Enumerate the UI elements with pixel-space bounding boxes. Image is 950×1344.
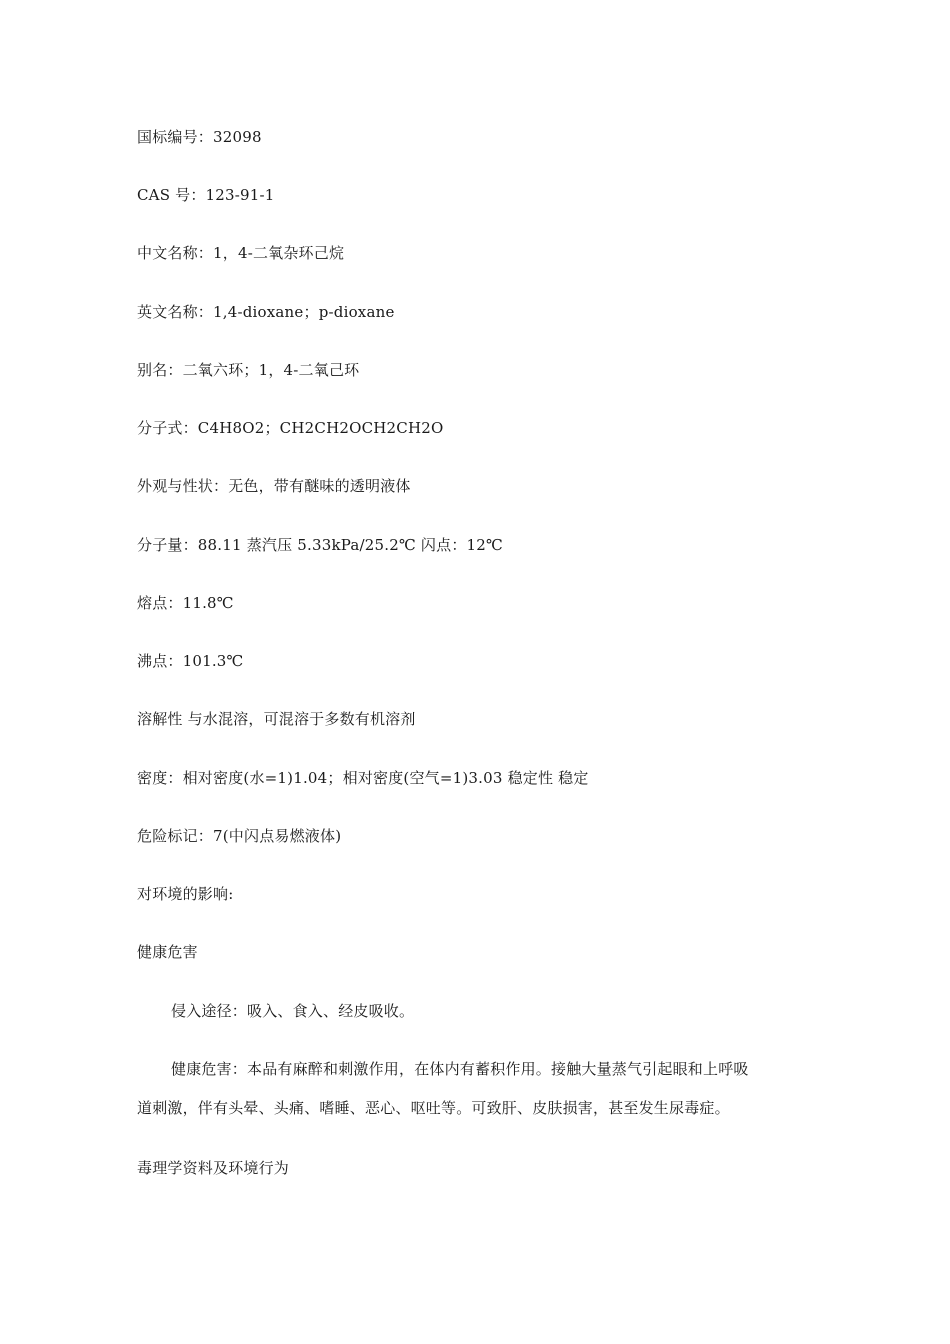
english-name-line: 英文名称：1,4-dioxane；p-dioxane <box>137 303 395 321</box>
melting-point-line: 熔点：11.8℃ <box>137 594 234 612</box>
molecular-formula-line: 分子式：C4H8O2；CH2CH2OCH2CH2O <box>137 419 444 437</box>
health-hazard-text-line-1: 健康危害：本品有麻醉和刺激作用，在体内有蓄积作用。接触大量蒸气引起眼和上呼吸 <box>171 1060 749 1078</box>
cas-number-line: CAS 号：123-91-1 <box>137 186 275 204</box>
boiling-point-line: 沸点：101.3℃ <box>137 652 244 670</box>
health-hazard-text-line-2: 道刺激，伴有头晕、头痛、嗜睡、恶心、呕吐等。可致肝、皮肤损害，甚至发生尿毒症。 <box>137 1099 730 1117</box>
toxicology-heading: 毒理学资料及环境行为 <box>137 1159 290 1177</box>
health-hazard-paragraph <box>137 1059 813 1118</box>
solubility-line: 溶解性 与水混溶，可混溶于多数有机溶剂 <box>137 710 416 728</box>
health-hazard-heading: 健康危害 <box>137 943 198 961</box>
national-code-line: 国标编号：32098 <box>137 128 262 146</box>
hazard-label-line: 危险标记：7(中闪点易燃液体) <box>137 827 342 845</box>
density-line: 密度：相对密度(水=1)1.04；相对密度(空气=1)3.03 稳定性 稳定 <box>137 769 589 787</box>
molecular-weight-line: 分子量：88.11 蒸汽压 5.33kPa/25.2℃ 闪点：12℃ <box>137 536 503 554</box>
chinese-name-line: 中文名称：1，4-二氧杂环己烷 <box>137 244 345 262</box>
appearance-line: 外观与性状：无色，带有醚味的透明液体 <box>137 477 411 495</box>
environment-impact-heading: 对环境的影响: <box>137 885 234 903</box>
exposure-route-line: 侵入途径：吸入、食入、经皮吸收。 <box>171 1002 415 1020</box>
alias-line: 别名：二氧六环；1，4-二氧己环 <box>137 361 360 379</box>
